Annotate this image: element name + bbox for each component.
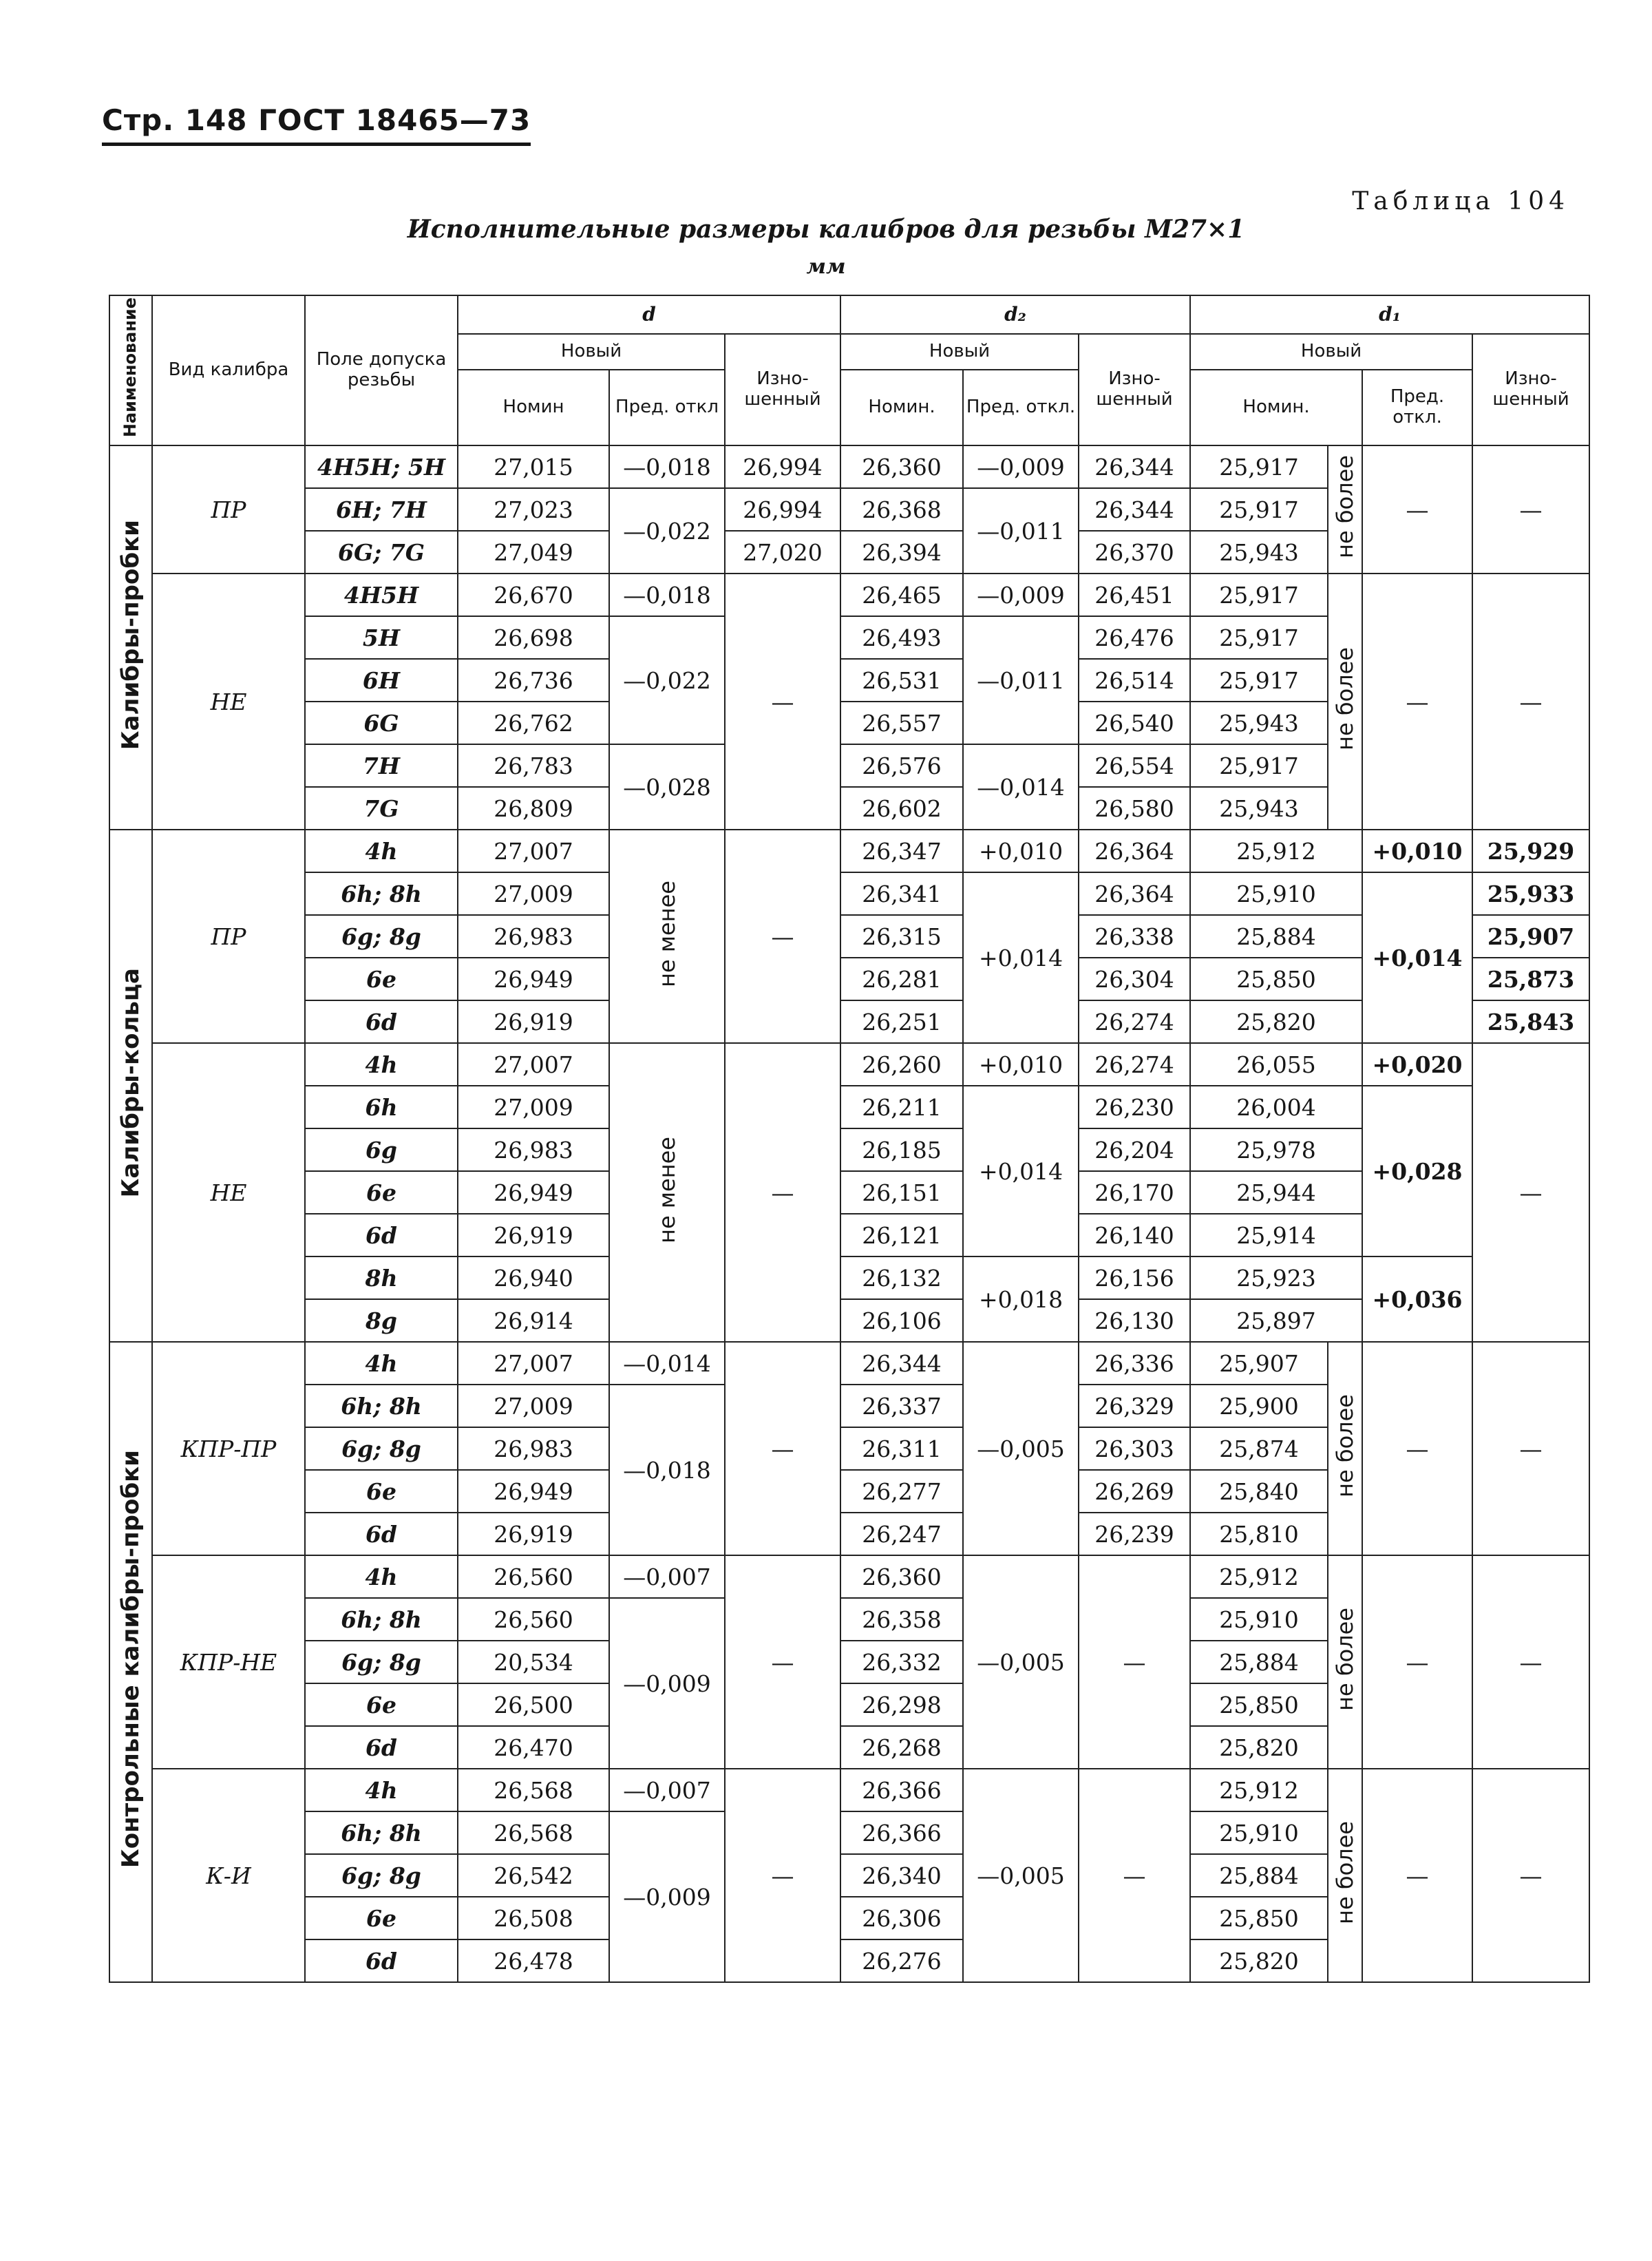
ne-bolee-label: не более <box>1332 1394 1359 1497</box>
d-nominal: 26,560 <box>458 1555 609 1598</box>
header-naimenovanie: Наименование <box>109 295 152 445</box>
calibre-kind: НЕ <box>152 1043 305 1342</box>
d2-nominal: 26,531 <box>840 659 963 702</box>
d-nominal: 26,919 <box>458 1513 609 1555</box>
d-limit-note <box>609 830 725 1043</box>
d1-nominal: 25,820 <box>1190 1939 1328 1982</box>
d-nominal: 26,568 <box>458 1769 609 1811</box>
tolerance-field: 7G <box>305 787 458 830</box>
d-deviation: —0,018 <box>609 445 725 488</box>
d1-nominal: 25,840 <box>1190 1470 1328 1513</box>
d1-limit-note <box>1328 1555 1362 1769</box>
d1-nominal: 25,820 <box>1190 1726 1328 1769</box>
d-worn: 26,994 <box>725 445 840 488</box>
d1-nominal: 25,944 <box>1190 1171 1362 1214</box>
d1-nominal: 25,850 <box>1190 1683 1328 1726</box>
header-d-novyi: Новый <box>458 334 725 370</box>
header-d1-novyi: Новый <box>1190 334 1472 370</box>
table-row <box>109 1555 1589 1598</box>
d-deviation: —0,007 <box>609 1555 725 1598</box>
d2-worn: 26,540 <box>1079 702 1190 744</box>
dash-cell: — <box>725 574 840 830</box>
tolerance-field: 6d <box>305 1513 458 1555</box>
d-nominal: 26,949 <box>458 1470 609 1513</box>
d2-nominal: 26,247 <box>840 1513 963 1555</box>
d-nominal: 26,542 <box>458 1854 609 1897</box>
header-d1-izno: Изно-шенный <box>1472 334 1589 445</box>
d-nominal: 26,470 <box>458 1726 609 1769</box>
dash-cell: — <box>1362 1769 1472 1982</box>
d1-nominal: 25,820 <box>1190 1000 1362 1043</box>
d1-worn: 25,843 <box>1472 1000 1589 1043</box>
d2-worn: 26,274 <box>1079 1043 1190 1086</box>
tolerance-field: 6h; 8h <box>305 1811 458 1854</box>
tolerance-field: 6h; 8h <box>305 1598 458 1641</box>
d2-nominal: 26,337 <box>840 1385 963 1427</box>
d2-nominal: 26,268 <box>840 1726 963 1769</box>
ne-menee-label: не менее <box>654 880 680 987</box>
table-row <box>109 1769 1589 1811</box>
d1-deviation: +0,036 <box>1362 1256 1472 1342</box>
d2-nominal: 26,251 <box>840 1000 963 1043</box>
d2-nominal: 26,106 <box>840 1299 963 1342</box>
dash-cell: — <box>1472 1342 1589 1555</box>
d2-deviation: —0,009 <box>963 445 1079 488</box>
d1-nominal: 25,897 <box>1190 1299 1362 1342</box>
d1-nominal: 25,923 <box>1190 1256 1362 1299</box>
d-nominal: 26,914 <box>458 1299 609 1342</box>
table-row <box>109 1086 1589 1128</box>
d-limit-note <box>609 1043 725 1342</box>
d1-nominal: 25,874 <box>1190 1427 1328 1470</box>
d-nominal: 26,670 <box>458 574 609 616</box>
tolerance-field: 4H5H; 5H <box>305 445 458 488</box>
tolerance-field: 6e <box>305 1470 458 1513</box>
ne-bolee-label: не более <box>1332 455 1359 558</box>
d2-nominal: 26,358 <box>840 1598 963 1641</box>
d1-worn: 25,929 <box>1472 830 1589 872</box>
d-nominal: 26,983 <box>458 1128 609 1171</box>
ne-bolee-label: не более <box>1332 1608 1359 1711</box>
d2-deviation: —0,009 <box>963 574 1079 616</box>
d2-worn: 26,364 <box>1079 830 1190 872</box>
header-d1-nomin: Номин. <box>1190 370 1362 445</box>
d1-nominal: 26,004 <box>1190 1086 1362 1128</box>
d2-worn: 26,230 <box>1079 1086 1190 1128</box>
tolerance-field: 7H <box>305 744 458 787</box>
d2-worn: 26,239 <box>1079 1513 1190 1555</box>
tolerance-field: 6d <box>305 1000 458 1043</box>
d2-nominal: 26,332 <box>840 1641 963 1683</box>
d1-nominal: 25,943 <box>1190 531 1328 574</box>
d-deviation: —0,018 <box>609 574 725 616</box>
d2-deviation: +0,018 <box>963 1256 1079 1342</box>
section-label <box>109 1342 152 1982</box>
d1-nominal: 25,910 <box>1190 1811 1328 1854</box>
d2-worn: 26,338 <box>1079 915 1190 958</box>
header-d-nomin: Номин <box>458 370 609 445</box>
tolerance-field: 6g; 8g <box>305 1427 458 1470</box>
d2-deviation: +0,014 <box>963 1086 1079 1256</box>
d1-nominal: 25,917 <box>1190 616 1328 659</box>
dash-cell: — <box>725 830 840 1043</box>
tolerance-field: 4H5H <box>305 574 458 616</box>
dash-cell: — <box>1362 1555 1472 1769</box>
d1-deviation: +0,014 <box>1362 872 1472 1043</box>
d2-nominal: 26,281 <box>840 958 963 1000</box>
d-deviation: —0,022 <box>609 488 725 574</box>
d2-deviation: —0,011 <box>963 488 1079 574</box>
d-nominal: 26,560 <box>458 1598 609 1641</box>
calibre-table <box>109 295 1590 1983</box>
d-nominal: 26,940 <box>458 1256 609 1299</box>
d1-nominal: 25,850 <box>1190 1897 1328 1939</box>
d2-nominal: 26,602 <box>840 787 963 830</box>
d1-worn: 25,933 <box>1472 872 1589 915</box>
header-d2-novyi: Новый <box>840 334 1079 370</box>
d1-deviation: +0,028 <box>1362 1086 1472 1256</box>
d2-nominal: 26,368 <box>840 488 963 531</box>
d2-worn: 26,170 <box>1079 1171 1190 1214</box>
d2-worn: 26,344 <box>1079 445 1190 488</box>
d2-nominal: 26,340 <box>840 1854 963 1897</box>
d-nominal: 26,478 <box>458 1939 609 1982</box>
d2-nominal: 26,315 <box>840 915 963 958</box>
d1-nominal: 25,907 <box>1190 1342 1328 1385</box>
header-d2-izno: Изно-шенный <box>1079 334 1190 445</box>
d-nominal: 27,009 <box>458 1086 609 1128</box>
d2-worn: 26,336 <box>1079 1342 1190 1385</box>
d1-deviation: +0,020 <box>1362 1043 1472 1086</box>
table-unit: мм <box>806 255 846 279</box>
d1-nominal: 25,912 <box>1190 1555 1328 1598</box>
d-worn: 27,020 <box>725 531 840 574</box>
d-nominal: 27,015 <box>458 445 609 488</box>
header-pole: Поле допуска резьбы <box>305 295 458 445</box>
d-nominal: 27,009 <box>458 1385 609 1427</box>
d2-worn: 26,476 <box>1079 616 1190 659</box>
d1-deviation: +0,010 <box>1362 830 1472 872</box>
d-nominal: 26,508 <box>458 1897 609 1939</box>
d-nominal: 27,007 <box>458 830 609 872</box>
header-d: d <box>458 295 840 334</box>
dash-cell: — <box>725 1555 840 1769</box>
ne-bolee-label: не более <box>1332 1821 1359 1924</box>
d1-limit-note <box>1328 1769 1362 1982</box>
d2-deviation: —0,005 <box>963 1342 1079 1555</box>
d2-deviation: +0,010 <box>963 830 1079 872</box>
d-nominal: 26,919 <box>458 1000 609 1043</box>
table-title: Исполнительные размеры калибров для резьбы М27×1 <box>407 215 1245 244</box>
calibre-kind: КПР-НЕ <box>152 1555 305 1769</box>
calibre-kind: НЕ <box>152 574 305 830</box>
d2-worn: 26,130 <box>1079 1299 1190 1342</box>
d-nominal: 27,049 <box>458 531 609 574</box>
dash-cell: — <box>1362 574 1472 830</box>
header-d2: d₂ <box>840 295 1190 334</box>
tolerance-field: 6d <box>305 1939 458 1982</box>
d2-nominal: 26,394 <box>840 531 963 574</box>
d1-limit-note <box>1328 445 1362 574</box>
d-nominal: 26,736 <box>458 659 609 702</box>
d1-nominal: 25,910 <box>1190 872 1362 915</box>
d-nominal: 26,983 <box>458 915 609 958</box>
d2-nominal: 26,557 <box>840 702 963 744</box>
tolerance-field: 6h; 8h <box>305 872 458 915</box>
d2-nominal: 26,311 <box>840 1427 963 1470</box>
dash-cell: — <box>725 1769 840 1982</box>
d-deviation: —0,009 <box>609 1598 725 1769</box>
tolerance-field: 4h <box>305 1043 458 1086</box>
dash-cell: — <box>725 1043 840 1342</box>
d2-worn: 26,580 <box>1079 787 1190 830</box>
table-row <box>109 574 1589 616</box>
d2-worn: 26,140 <box>1079 1214 1190 1256</box>
ne-menee-label: не менее <box>654 1136 680 1243</box>
table-row <box>109 1043 1589 1086</box>
d2-nominal: 26,132 <box>840 1256 963 1299</box>
table-row <box>109 1256 1589 1299</box>
d1-nominal: 25,912 <box>1190 830 1362 872</box>
table-row <box>109 830 1589 872</box>
d-nominal: 20,534 <box>458 1641 609 1683</box>
table-row <box>109 1342 1589 1385</box>
d-nominal: 27,023 <box>458 488 609 531</box>
calibre-kind: ПР <box>152 445 305 574</box>
d2-worn: 26,156 <box>1079 1256 1190 1299</box>
d1-worn: 25,907 <box>1472 915 1589 958</box>
d1-nominal: 25,884 <box>1190 1854 1328 1897</box>
d2-worn: 26,303 <box>1079 1427 1190 1470</box>
section-label <box>109 445 152 830</box>
d1-nominal: 25,943 <box>1190 787 1328 830</box>
d2-nominal: 26,277 <box>840 1470 963 1513</box>
d2-nominal: 26,360 <box>840 1555 963 1598</box>
tolerance-field: 6H <box>305 659 458 702</box>
d1-nominal: 25,943 <box>1190 702 1328 744</box>
d2-deviation: +0,010 <box>963 1043 1079 1086</box>
d-worn: 26,994 <box>725 488 840 531</box>
header-d-pred: Пред. откл <box>609 370 725 445</box>
d2-nominal: 26,276 <box>840 1939 963 1982</box>
d2-deviation: —0,005 <box>963 1769 1079 1982</box>
d2-nominal: 26,366 <box>840 1811 963 1854</box>
d1-nominal: 25,912 <box>1190 1769 1328 1811</box>
d2-worn: 26,204 <box>1079 1128 1190 1171</box>
header-d2-pred: Пред. откл. <box>963 370 1079 445</box>
d1-limit-note <box>1328 1342 1362 1555</box>
d2-nominal: 26,347 <box>840 830 963 872</box>
d-deviation: —0,028 <box>609 744 725 830</box>
d2-nominal: 26,211 <box>840 1086 963 1128</box>
d2-nominal: 26,465 <box>840 574 963 616</box>
d-nominal: 26,568 <box>458 1811 609 1854</box>
section-label-text: Контрольные калибры-пробки <box>117 1450 145 1869</box>
d2-nominal: 26,151 <box>840 1171 963 1214</box>
d1-nominal: 26,055 <box>1190 1043 1362 1086</box>
d2-worn: 26,304 <box>1079 958 1190 1000</box>
dash-cell: — <box>725 1342 840 1555</box>
d-nominal: 26,983 <box>458 1427 609 1470</box>
d2-worn: 26,514 <box>1079 659 1190 702</box>
tolerance-field: 4h <box>305 1555 458 1598</box>
d1-nominal: 25,917 <box>1190 574 1328 616</box>
d-nominal: 26,809 <box>458 787 609 830</box>
dash-cell: — <box>1472 1555 1589 1769</box>
d2-nominal: 26,344 <box>840 1342 963 1385</box>
d-deviation: —0,018 <box>609 1385 725 1555</box>
d2-nominal: 26,360 <box>840 445 963 488</box>
d-nominal: 26,949 <box>458 1171 609 1214</box>
dash-cell: — <box>1472 445 1589 574</box>
d2-worn: 26,370 <box>1079 531 1190 574</box>
dash-cell: — <box>1362 1342 1472 1555</box>
tolerance-field: 4h <box>305 830 458 872</box>
d2-nominal: 26,298 <box>840 1683 963 1726</box>
d2-deviation: +0,014 <box>963 872 1079 1043</box>
header-d2-nomin: Номин. <box>840 370 963 445</box>
d1-nominal: 25,917 <box>1190 488 1328 531</box>
d1-nominal: 25,917 <box>1190 445 1328 488</box>
d2-nominal: 26,306 <box>840 1897 963 1939</box>
d-nominal: 26,949 <box>458 958 609 1000</box>
d-deviation: —0,007 <box>609 1769 725 1811</box>
d1-nominal: 25,850 <box>1190 958 1362 1000</box>
d1-nominal: 25,884 <box>1190 915 1362 958</box>
d1-worn: 25,873 <box>1472 958 1589 1000</box>
tolerance-field: 6d <box>305 1726 458 1769</box>
d1-nominal: 25,917 <box>1190 659 1328 702</box>
d2-nominal: 26,366 <box>840 1769 963 1811</box>
d2-worn: 26,329 <box>1079 1385 1190 1427</box>
d2-nominal: 26,493 <box>840 616 963 659</box>
tolerance-field: 6d <box>305 1214 458 1256</box>
d1-nominal: 25,810 <box>1190 1513 1328 1555</box>
tolerance-field: 6h; 8h <box>305 1385 458 1427</box>
page-header: Стр. 148 ГОСТ 18465—73 <box>102 103 531 146</box>
dash-cell: — <box>1079 1555 1190 1769</box>
d-nominal: 26,698 <box>458 616 609 659</box>
tolerance-field: 6e <box>305 1171 458 1214</box>
d2-deviation: —0,005 <box>963 1555 1079 1769</box>
tolerance-field: 4h <box>305 1342 458 1385</box>
header-vid: Вид калибра <box>152 295 305 445</box>
d2-nominal: 26,260 <box>840 1043 963 1086</box>
calibre-kind: К-И <box>152 1769 305 1982</box>
tolerance-field: 8h <box>305 1256 458 1299</box>
d-deviation: —0,022 <box>609 616 725 744</box>
tolerance-field: 6g; 8g <box>305 1854 458 1897</box>
tolerance-field: 4h <box>305 1769 458 1811</box>
d-deviation: —0,009 <box>609 1811 725 1982</box>
table-body <box>109 445 1589 1982</box>
ne-bolee-label: не более <box>1332 647 1359 750</box>
d2-worn: 26,364 <box>1079 872 1190 915</box>
calibre-kind: КПР-ПР <box>152 1342 305 1555</box>
tolerance-field: 6g <box>305 1128 458 1171</box>
calibre-kind: ПР <box>152 830 305 1043</box>
table-row <box>109 445 1589 488</box>
d-deviation: —0,014 <box>609 1342 725 1385</box>
d-nominal: 26,919 <box>458 1214 609 1256</box>
d2-worn: 26,344 <box>1079 488 1190 531</box>
d1-nominal: 25,900 <box>1190 1385 1328 1427</box>
table-row <box>109 872 1589 915</box>
tolerance-field: 6g; 8g <box>305 915 458 958</box>
d-nominal: 26,762 <box>458 702 609 744</box>
tolerance-field: 5H <box>305 616 458 659</box>
d2-worn: 26,451 <box>1079 574 1190 616</box>
table-label: Таблица 104 <box>1352 187 1569 215</box>
section-label <box>109 830 152 1342</box>
dash-cell: — <box>1079 1769 1190 1982</box>
d1-nominal: 25,917 <box>1190 744 1328 787</box>
d1-nominal: 25,978 <box>1190 1128 1362 1171</box>
tolerance-field: 6h <box>305 1086 458 1128</box>
dash-cell: — <box>1472 1043 1589 1342</box>
tolerance-field: 6G; 7G <box>305 531 458 574</box>
dash-cell: — <box>1472 574 1589 830</box>
d2-deviation: —0,011 <box>963 616 1079 744</box>
d2-worn: 26,274 <box>1079 1000 1190 1043</box>
dash-cell: — <box>1362 445 1472 574</box>
d2-nominal: 26,121 <box>840 1214 963 1256</box>
section-label-text: Калибры-пробки <box>117 519 145 750</box>
tolerance-field: 6e <box>305 958 458 1000</box>
header-d1: d₁ <box>1190 295 1589 334</box>
d2-worn: 26,269 <box>1079 1470 1190 1513</box>
d-nominal: 26,500 <box>458 1683 609 1726</box>
d-nominal: 27,007 <box>458 1043 609 1086</box>
tolerance-field: 6g; 8g <box>305 1641 458 1683</box>
d2-nominal: 26,185 <box>840 1128 963 1171</box>
d1-nominal: 25,910 <box>1190 1598 1328 1641</box>
d1-nominal: 25,914 <box>1190 1214 1362 1256</box>
header-d1-pred: Пред. откл. <box>1362 370 1472 445</box>
dash-cell: — <box>1472 1769 1589 1982</box>
d-nominal: 27,007 <box>458 1342 609 1385</box>
d-nominal: 26,783 <box>458 744 609 787</box>
d1-nominal: 25,884 <box>1190 1641 1328 1683</box>
tolerance-field: 6e <box>305 1683 458 1726</box>
d2-nominal: 26,341 <box>840 872 963 915</box>
d1-limit-note <box>1328 574 1362 830</box>
d-nominal: 27,009 <box>458 872 609 915</box>
tolerance-field: 6H; 7H <box>305 488 458 531</box>
tolerance-field: 6G <box>305 702 458 744</box>
tolerance-field: 8g <box>305 1299 458 1342</box>
d2-deviation: —0,014 <box>963 744 1079 830</box>
tolerance-field: 6e <box>305 1897 458 1939</box>
section-label-text: Калибры-кольца <box>117 968 145 1198</box>
d2-worn: 26,554 <box>1079 744 1190 787</box>
header-d-izno: Изно-шенный <box>725 334 840 445</box>
d2-nominal: 26,576 <box>840 744 963 787</box>
